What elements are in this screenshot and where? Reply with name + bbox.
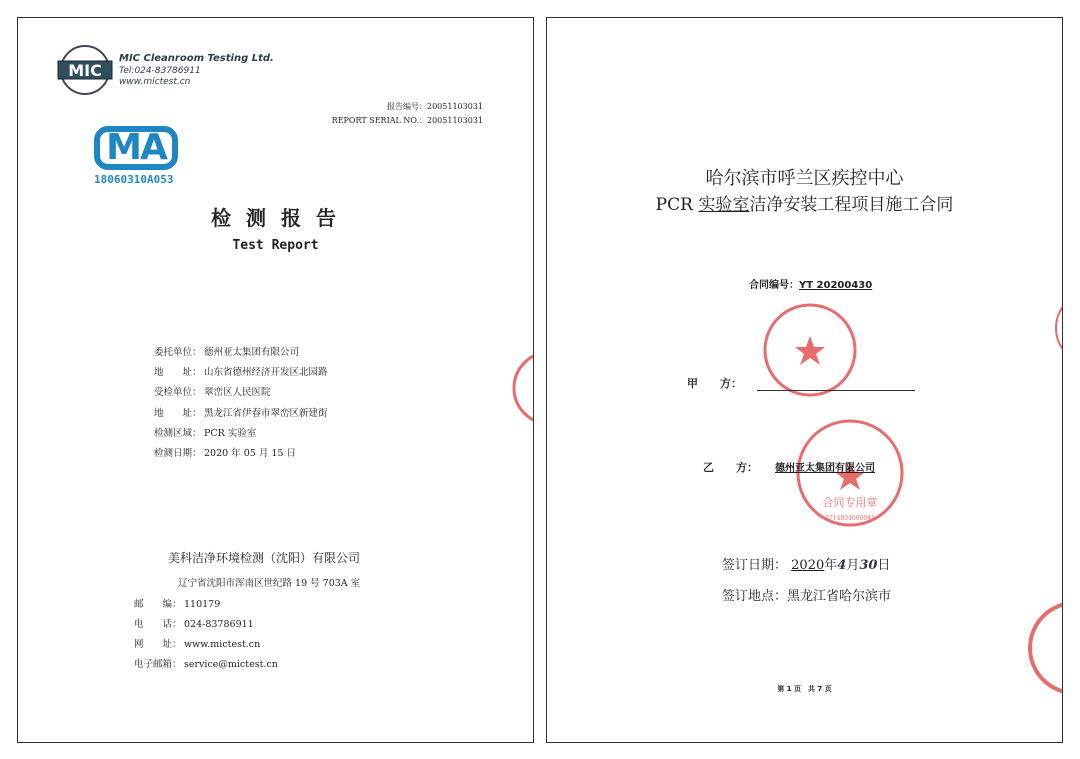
sign-place-value: 黑龙江省哈尔滨市: [787, 589, 892, 604]
contact-value: 024-83786911: [184, 619, 254, 630]
field-value: 山东省德州经济开发区北园路: [204, 367, 328, 378]
contact-value: service@mictest.cn: [184, 659, 278, 670]
field-label: 检测区域：: [154, 428, 202, 439]
page-info: 第 1 页 共 7 页: [777, 685, 832, 693]
cma-number: 18060310A053: [94, 173, 174, 186]
title-rest: 洁净安装工程项目施工合同: [749, 195, 954, 215]
contract-number-label: 合同编号：: [749, 280, 799, 291]
contract-title-line2: [547, 190, 1062, 215]
sign-year: 2020: [791, 558, 825, 573]
title-pcr: PCR: [655, 195, 699, 215]
contact-label: 网 址：: [134, 639, 182, 650]
contract-cover-page: [546, 17, 1063, 743]
contact-label: 电 话：: [134, 619, 182, 630]
contact-value: www.mictest.cn: [184, 639, 261, 650]
year-char: 年: [824, 558, 838, 573]
company-web: www.mictest.cn: [119, 77, 191, 87]
field-label: 地 址：: [154, 408, 202, 419]
field-label: 检测日期：: [154, 448, 202, 459]
sign-month-handwritten: 4: [837, 558, 847, 573]
report-number: 报告编号：20051103031: [387, 102, 483, 111]
party-a-label: 甲 方：: [687, 377, 742, 390]
field-label: 委托单位：: [154, 347, 202, 358]
field-value: 德州亚太集团有限公司: [204, 347, 300, 358]
sign-date: [722, 554, 890, 573]
sign-day-handwritten: 30: [859, 558, 878, 573]
sign-place: [722, 585, 891, 604]
contact-label: 电子邮箱：: [134, 659, 182, 670]
contact-label: 邮 编：: [134, 599, 182, 610]
contract-title-line1: 哈尔滨市呼兰区疾控中心: [705, 168, 904, 189]
contact-value: 110179: [184, 599, 221, 610]
field-value: PCR 实验室: [204, 428, 257, 439]
party-b-label: 乙 方：: [703, 461, 758, 474]
sign-date-label: 签订日期：: [722, 558, 788, 573]
issuer-address: 辽宁省沈阳市浑南区世纪路 19 号 703A 室: [178, 578, 361, 589]
issuer-name: 美科洁净环境检测（沈阳）有限公司: [168, 551, 361, 565]
test-report-page: [17, 17, 534, 743]
contract-number: [749, 276, 872, 291]
stamp-text: 合同专用章: [822, 496, 878, 509]
month-char: 月: [846, 558, 860, 573]
field-label: 受检单位：: [154, 387, 202, 398]
report-title-en: Test Report: [232, 238, 319, 253]
field-value: 2020 年 05 月 15 日: [204, 448, 296, 459]
field-label: 地 址：: [154, 367, 202, 378]
cma-logo: MA: [94, 126, 178, 170]
red-seal-partial: [510, 348, 534, 428]
title-underlined: 实验室: [698, 195, 750, 215]
day-char: 日: [877, 558, 891, 573]
mic-logo: [56, 44, 114, 96]
field-value: 黑龙江省伊春市翠峦区新建街: [204, 408, 328, 419]
red-seal-party-a: [762, 302, 858, 398]
contract-number-value: YT 20200430: [799, 280, 873, 291]
party-b-name: 德州亚太集团有限公司: [775, 463, 875, 474]
field-value: 翠峦区人民医院: [204, 387, 271, 398]
party-a-line: [757, 390, 915, 391]
report-title-cn: 检 测 报 告: [211, 206, 340, 230]
report-serial-number: REPORT SERIAL NO.：20051103031: [331, 116, 483, 125]
svg-text:MIC: MIC: [68, 61, 102, 80]
red-seal-partial-right: [1025, 598, 1063, 708]
red-seal-edge: [1052, 298, 1063, 358]
company-tel: Tel:024-83786911: [119, 66, 201, 76]
stamp-number: 3714034000041: [825, 515, 875, 522]
company-name-en: MIC Cleanroom Testing Ltd.: [119, 53, 274, 64]
sign-place-label: 签订地点：: [722, 589, 788, 604]
